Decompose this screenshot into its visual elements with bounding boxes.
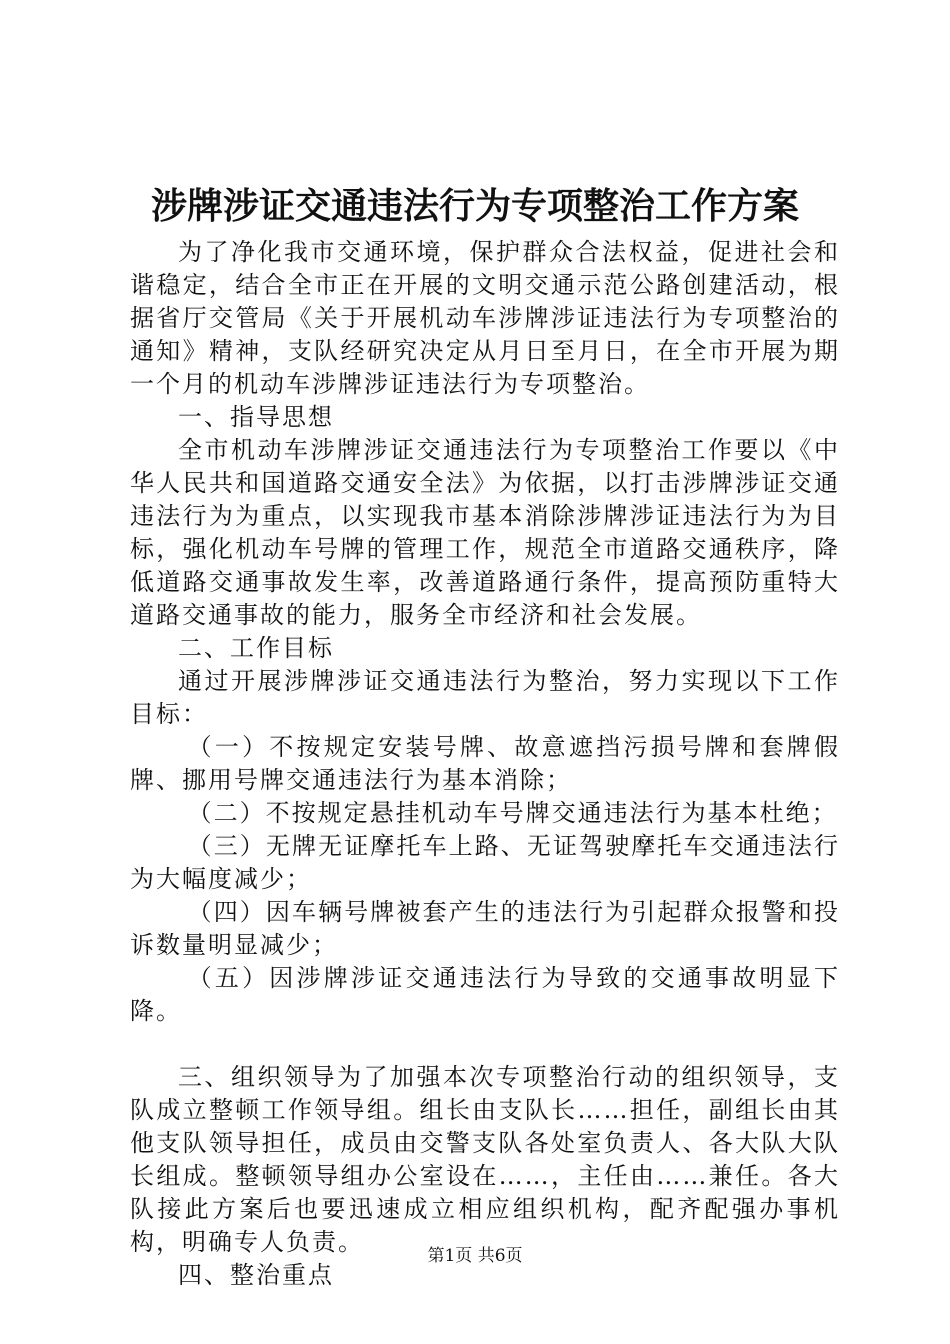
goal-item: （二）不按规定悬挂机动车号牌交通违法行为基本杜绝；: [187, 799, 838, 827]
page-number-footer: 第1页 共6页: [427, 1246, 523, 1266]
paragraph-spacer: [130, 1028, 840, 1061]
guiding-ideology-paragraph: 全市机动车涉牌涉证交通违法行为专项整治工作要以《中华人民共和国道路交通安全法》为依据，以打击涉牌涉证交通违法行为为重点，以实现我市基本消除涉牌涉证违法行为为目标，强化机动车号牌的管理工作，规范全市道路交通秩序，降低道路交通事故发生率，改善道路通行条件，提高预防重特大道路交通事故的能力，服务全市经济和社会发展。: [130, 436, 840, 629]
document-title: 涉牌涉证交通违法行为专项整治工作方案: [150, 185, 799, 227]
goal-item: （三）无牌无证摩托车上路、无证驾驶摩托车交通违法行为大幅度减少；: [130, 832, 840, 893]
section-heading-key-focus: 四、整治重点: [178, 1261, 334, 1289]
section-heading-guiding-ideology: 一、指导思想: [178, 403, 334, 431]
goal-item: （一）不按规定安装号牌、故意遮挡污损号牌和套牌假牌、挪用号牌交通违法行为基本消除；: [130, 733, 840, 794]
goal-item: （四）因车辆号牌被套产生的违法行为引起群众报警和投诉数量明显减少；: [130, 898, 840, 959]
organization-leadership-paragraph: 三、组织领导为了加强本次专项整治行动的组织领导，支队成立整顿工作领导组。组长由支队长……担任，副组长由其他支队领导担任，成员由交警支队各处室负责人、各大队大队长组成。整顿领导组办公室设在……，主任由……兼任。各大队接此方案后也要迅速成立相应组织机构，配齐配强办事机构，明确专人负责。: [130, 1063, 840, 1256]
section-heading-work-goals: 二、工作目标: [178, 634, 334, 662]
intro-paragraph: 为了净化我市交通环境，保护群众合法权益，促进社会和谐稳定，结合全市正在开展的文明交通示范公路创建活动，根据省厅交管局《关于开展机动车涉牌涉证违法行为专项整治的通知》精神，支队经研究决定从月日至月日，在全市开展为期一个月的机动车涉牌涉证违法行为专项整治。: [130, 238, 840, 398]
goal-item: （五）因涉牌涉证交通违法行为导致的交通事故明显下降。: [130, 964, 840, 1025]
document-body: [130, 236, 840, 1292]
work-goals-paragraph: 通过开展涉牌涉证交通违法行为整治，努力实现以下工作目标：: [130, 667, 840, 728]
